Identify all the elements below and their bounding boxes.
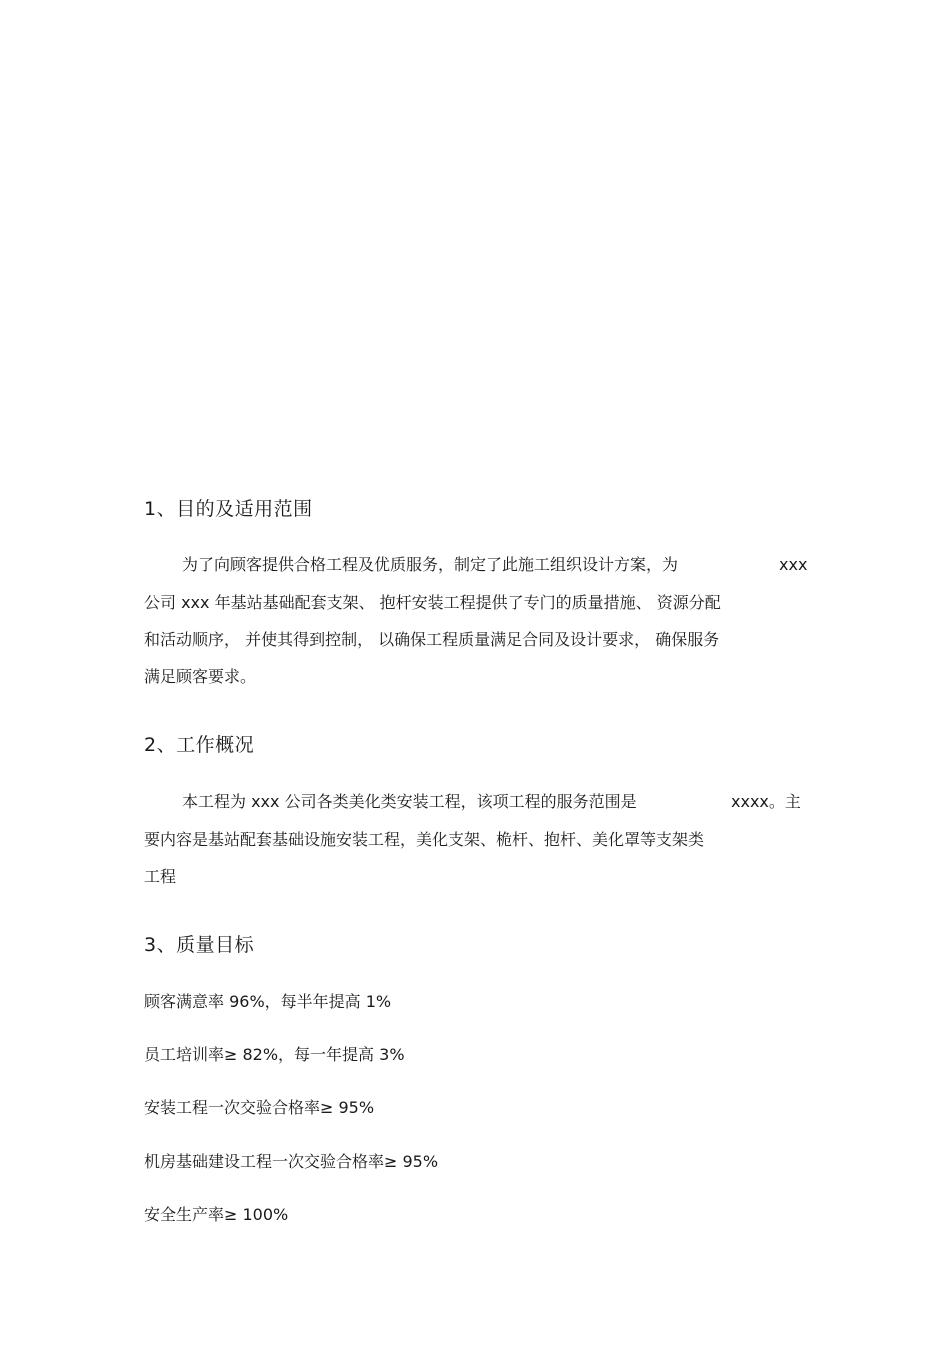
quality-target-item: 安装工程一次交验合格率≥ 95% [144,1098,375,1117]
section-1-paragraph-line-4: 满足顾客要求。 [144,667,257,686]
section-1-paragraph-line-1: 为了向顾客提供合格工程及优质服务，制定了此施工组织设计方案，为 [182,555,679,574]
section-1-paragraph-line-2: 公司 xxx 年基站基础配套支架、 抱杆安装工程提供了专门的质量措施、 资源分配 [144,593,721,612]
section-1-paragraph-line-3: 和活动顺序， 并使其得到控制， 以确保工程质量满足合同及设计要求， 确保服务 [144,630,720,649]
section-2-paragraph-line-3: 工程 [144,867,177,886]
section-2-paragraph-line-1-tail: xxxx。主 [731,792,801,811]
quality-target-item: 安全生产率≥ 100% [144,1205,289,1224]
section-1-paragraph-line-1-tail: xxx [779,555,808,574]
quality-target-item: 机房基础建设工程一次交验合格率≥ 95% [144,1152,439,1171]
quality-target-item: 顾客满意率 96%，每半年提高 1% [144,992,392,1011]
section-3-heading: 3、质量目标 [144,934,255,956]
quality-target-item: 员工培训率≥ 82%，每一年提高 3% [144,1045,405,1064]
section-2-paragraph-line-1: 本工程为 xxx 公司各类美化类安装工程，该项工程的服务范围是 [182,792,637,811]
section-2-heading: 2、工作概况 [144,734,255,756]
section-2-paragraph-line-2: 要内容是基站配套基础设施安装工程，美化支架、桅杆、抱杆、美化罩等支架类 [144,830,705,849]
section-1-heading: 1、目的及适用范围 [144,498,313,520]
